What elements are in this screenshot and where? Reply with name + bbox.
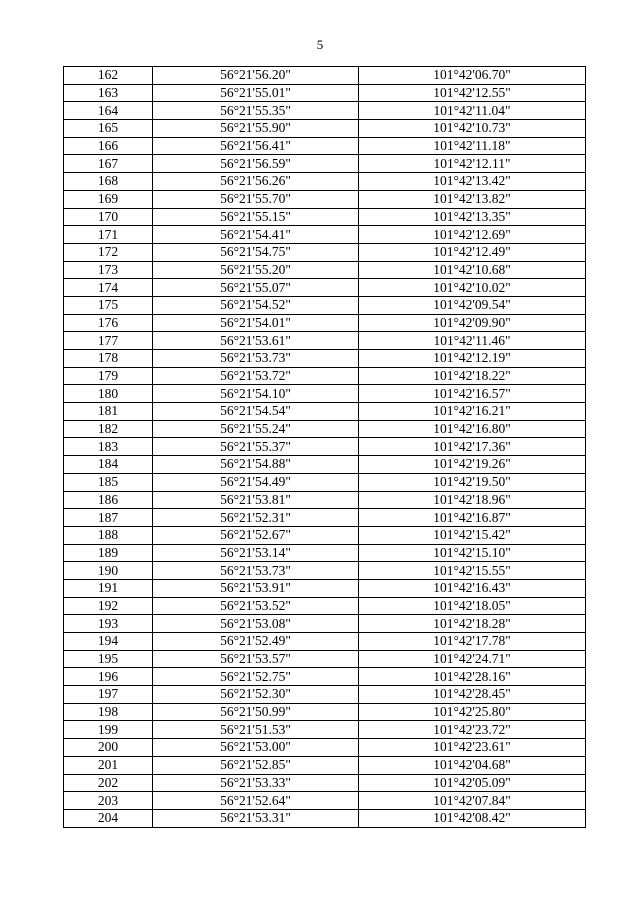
table-row — [64, 456, 586, 474]
latitude-cell: 56°21'55.01" — [153, 84, 359, 102]
latitude-cell: 56°21'56.41" — [153, 137, 359, 155]
longitude-cell: 101°42'16.80" — [359, 420, 586, 438]
longitude-cell: 101°42'08.42" — [359, 809, 586, 827]
latitude-cell: 56°21'54.01" — [153, 314, 359, 332]
longitude-cell: 101°42'07.84" — [359, 792, 586, 810]
latitude-cell: 56°21'56.26" — [153, 173, 359, 191]
latitude-cell: 56°21'54.52" — [153, 296, 359, 314]
table-row — [64, 809, 586, 827]
latitude-cell: 56°21'54.75" — [153, 243, 359, 261]
latitude-cell: 56°21'53.73" — [153, 350, 359, 368]
point-number-cell: 168 — [64, 173, 153, 191]
table-row — [64, 243, 586, 261]
latitude-cell: 56°21'53.73" — [153, 562, 359, 580]
table-row — [64, 703, 586, 721]
point-number-cell: 186 — [64, 491, 153, 509]
longitude-cell: 101°42'12.19" — [359, 350, 586, 368]
point-number-cell: 162 — [64, 67, 153, 85]
table-row — [64, 367, 586, 385]
latitude-cell: 56°21'53.33" — [153, 774, 359, 792]
table-row — [64, 137, 586, 155]
point-number-cell: 182 — [64, 420, 153, 438]
latitude-cell: 56°21'53.81" — [153, 491, 359, 509]
longitude-cell: 101°42'16.21" — [359, 403, 586, 421]
table-row — [64, 420, 586, 438]
latitude-cell: 56°21'53.00" — [153, 739, 359, 757]
longitude-cell: 101°42'13.35" — [359, 208, 586, 226]
longitude-cell: 101°42'06.70" — [359, 67, 586, 85]
longitude-cell: 101°42'17.36" — [359, 438, 586, 456]
latitude-cell: 56°21'53.57" — [153, 650, 359, 668]
table-row — [64, 173, 586, 191]
table-row — [64, 438, 586, 456]
table-row — [64, 739, 586, 757]
point-number-cell: 175 — [64, 296, 153, 314]
table-row — [64, 756, 586, 774]
point-number-cell: 181 — [64, 403, 153, 421]
coordinates-table-body — [64, 67, 586, 828]
latitude-cell: 56°21'54.54" — [153, 403, 359, 421]
longitude-cell: 101°42'18.22" — [359, 367, 586, 385]
longitude-cell: 101°42'15.10" — [359, 544, 586, 562]
longitude-cell: 101°42'28.16" — [359, 668, 586, 686]
latitude-cell: 56°21'52.67" — [153, 526, 359, 544]
longitude-cell: 101°42'11.46" — [359, 332, 586, 350]
table-row — [64, 296, 586, 314]
longitude-cell: 101°42'23.72" — [359, 721, 586, 739]
latitude-cell: 56°21'52.75" — [153, 668, 359, 686]
table-row — [64, 120, 586, 138]
longitude-cell: 101°42'28.45" — [359, 686, 586, 704]
longitude-cell: 101°42'15.42" — [359, 526, 586, 544]
point-number-cell: 180 — [64, 385, 153, 403]
table-row — [64, 633, 586, 651]
latitude-cell: 56°21'52.31" — [153, 509, 359, 527]
longitude-cell: 101°42'12.55" — [359, 84, 586, 102]
longitude-cell: 101°42'12.49" — [359, 243, 586, 261]
point-number-cell: 197 — [64, 686, 153, 704]
latitude-cell: 56°21'53.31" — [153, 809, 359, 827]
longitude-cell: 101°42'11.04" — [359, 102, 586, 120]
point-number-cell: 187 — [64, 509, 153, 527]
latitude-cell: 56°21'56.20" — [153, 67, 359, 85]
point-number-cell: 204 — [64, 809, 153, 827]
point-number-cell: 174 — [64, 279, 153, 297]
latitude-cell: 56°21'56.59" — [153, 155, 359, 173]
latitude-cell: 56°21'54.10" — [153, 385, 359, 403]
page-number: 5 — [316, 37, 324, 52]
table-row — [64, 350, 586, 368]
longitude-cell: 101°42'18.28" — [359, 615, 586, 633]
table-row — [64, 473, 586, 491]
longitude-cell: 101°42'11.18" — [359, 137, 586, 155]
coordinates-table — [63, 66, 586, 828]
longitude-cell: 101°42'10.02" — [359, 279, 586, 297]
point-number-cell: 203 — [64, 792, 153, 810]
point-number-cell: 196 — [64, 668, 153, 686]
latitude-cell: 56°21'55.20" — [153, 261, 359, 279]
longitude-cell: 101°42'12.11" — [359, 155, 586, 173]
point-number-cell: 192 — [64, 597, 153, 615]
point-number-cell: 183 — [64, 438, 153, 456]
table-row — [64, 774, 586, 792]
longitude-cell: 101°42'05.09" — [359, 774, 586, 792]
point-number-cell: 191 — [64, 579, 153, 597]
latitude-cell: 56°21'55.35" — [153, 102, 359, 120]
latitude-cell: 56°21'52.49" — [153, 633, 359, 651]
point-number-cell: 177 — [64, 332, 153, 350]
table-row — [64, 650, 586, 668]
point-number-cell: 193 — [64, 615, 153, 633]
point-number-cell: 164 — [64, 102, 153, 120]
latitude-cell: 56°21'53.52" — [153, 597, 359, 615]
table-row — [64, 597, 586, 615]
table-row — [64, 226, 586, 244]
table-row — [64, 67, 586, 85]
point-number-cell: 194 — [64, 633, 153, 651]
table-row — [64, 721, 586, 739]
point-number-cell: 171 — [64, 226, 153, 244]
table-row — [64, 314, 586, 332]
latitude-cell: 56°21'52.64" — [153, 792, 359, 810]
longitude-cell: 101°42'19.26" — [359, 456, 586, 474]
latitude-cell: 56°21'55.24" — [153, 420, 359, 438]
latitude-cell: 56°21'55.37" — [153, 438, 359, 456]
point-number-cell: 169 — [64, 190, 153, 208]
longitude-cell: 101°42'13.42" — [359, 173, 586, 191]
longitude-cell: 101°42'18.05" — [359, 597, 586, 615]
longitude-cell: 101°42'19.50" — [359, 473, 586, 491]
longitude-cell: 101°42'10.73" — [359, 120, 586, 138]
longitude-cell: 101°42'09.90" — [359, 314, 586, 332]
latitude-cell: 56°21'52.85" — [153, 756, 359, 774]
point-number-cell: 172 — [64, 243, 153, 261]
latitude-cell: 56°21'52.30" — [153, 686, 359, 704]
table-row — [64, 491, 586, 509]
table-row — [64, 208, 586, 226]
point-number-cell: 201 — [64, 756, 153, 774]
longitude-cell: 101°42'13.82" — [359, 190, 586, 208]
table-row — [64, 261, 586, 279]
longitude-cell: 101°42'04.68" — [359, 756, 586, 774]
point-number-cell: 189 — [64, 544, 153, 562]
table-row — [64, 509, 586, 527]
point-number-cell: 195 — [64, 650, 153, 668]
table-row — [64, 615, 586, 633]
point-number-cell: 190 — [64, 562, 153, 580]
table-row — [64, 403, 586, 421]
latitude-cell: 56°21'55.07" — [153, 279, 359, 297]
latitude-cell: 56°21'50.99" — [153, 703, 359, 721]
point-number-cell: 178 — [64, 350, 153, 368]
point-number-cell: 198 — [64, 703, 153, 721]
point-number-cell: 176 — [64, 314, 153, 332]
latitude-cell: 56°21'53.91" — [153, 579, 359, 597]
longitude-cell: 101°42'09.54" — [359, 296, 586, 314]
table-row — [64, 792, 586, 810]
latitude-cell: 56°21'54.41" — [153, 226, 359, 244]
latitude-cell: 56°21'53.14" — [153, 544, 359, 562]
latitude-cell: 56°21'53.61" — [153, 332, 359, 350]
latitude-cell: 56°21'54.88" — [153, 456, 359, 474]
point-number-cell: 200 — [64, 739, 153, 757]
longitude-cell: 101°42'16.87" — [359, 509, 586, 527]
longitude-cell: 101°42'16.43" — [359, 579, 586, 597]
longitude-cell: 101°42'15.55" — [359, 562, 586, 580]
point-number-cell: 167 — [64, 155, 153, 173]
longitude-cell: 101°42'10.68" — [359, 261, 586, 279]
longitude-cell: 101°42'17.78" — [359, 633, 586, 651]
table-row — [64, 332, 586, 350]
latitude-cell: 56°21'55.70" — [153, 190, 359, 208]
longitude-cell: 101°42'24.71" — [359, 650, 586, 668]
longitude-cell: 101°42'12.69" — [359, 226, 586, 244]
latitude-cell: 56°21'55.90" — [153, 120, 359, 138]
latitude-cell: 56°21'55.15" — [153, 208, 359, 226]
table-row — [64, 102, 586, 120]
longitude-cell: 101°42'23.61" — [359, 739, 586, 757]
table-row — [64, 279, 586, 297]
table-row — [64, 544, 586, 562]
point-number-cell: 165 — [64, 120, 153, 138]
point-number-cell: 185 — [64, 473, 153, 491]
point-number-cell: 184 — [64, 456, 153, 474]
latitude-cell: 56°21'53.08" — [153, 615, 359, 633]
latitude-cell: 56°21'54.49" — [153, 473, 359, 491]
latitude-cell: 56°21'51.53" — [153, 721, 359, 739]
point-number-cell: 179 — [64, 367, 153, 385]
point-number-cell: 166 — [64, 137, 153, 155]
latitude-cell: 56°21'53.72" — [153, 367, 359, 385]
table-row — [64, 562, 586, 580]
longitude-cell: 101°42'18.96" — [359, 491, 586, 509]
table-row — [64, 686, 586, 704]
point-number-cell: 173 — [64, 261, 153, 279]
table-row — [64, 526, 586, 544]
point-number-cell: 202 — [64, 774, 153, 792]
table-row — [64, 579, 586, 597]
table-row — [64, 155, 586, 173]
point-number-cell: 170 — [64, 208, 153, 226]
table-row — [64, 190, 586, 208]
point-number-cell: 188 — [64, 526, 153, 544]
longitude-cell: 101°42'16.57" — [359, 385, 586, 403]
table-row — [64, 84, 586, 102]
point-number-cell: 199 — [64, 721, 153, 739]
longitude-cell: 101°42'25.80" — [359, 703, 586, 721]
table-row — [64, 385, 586, 403]
point-number-cell: 163 — [64, 84, 153, 102]
table-row — [64, 668, 586, 686]
